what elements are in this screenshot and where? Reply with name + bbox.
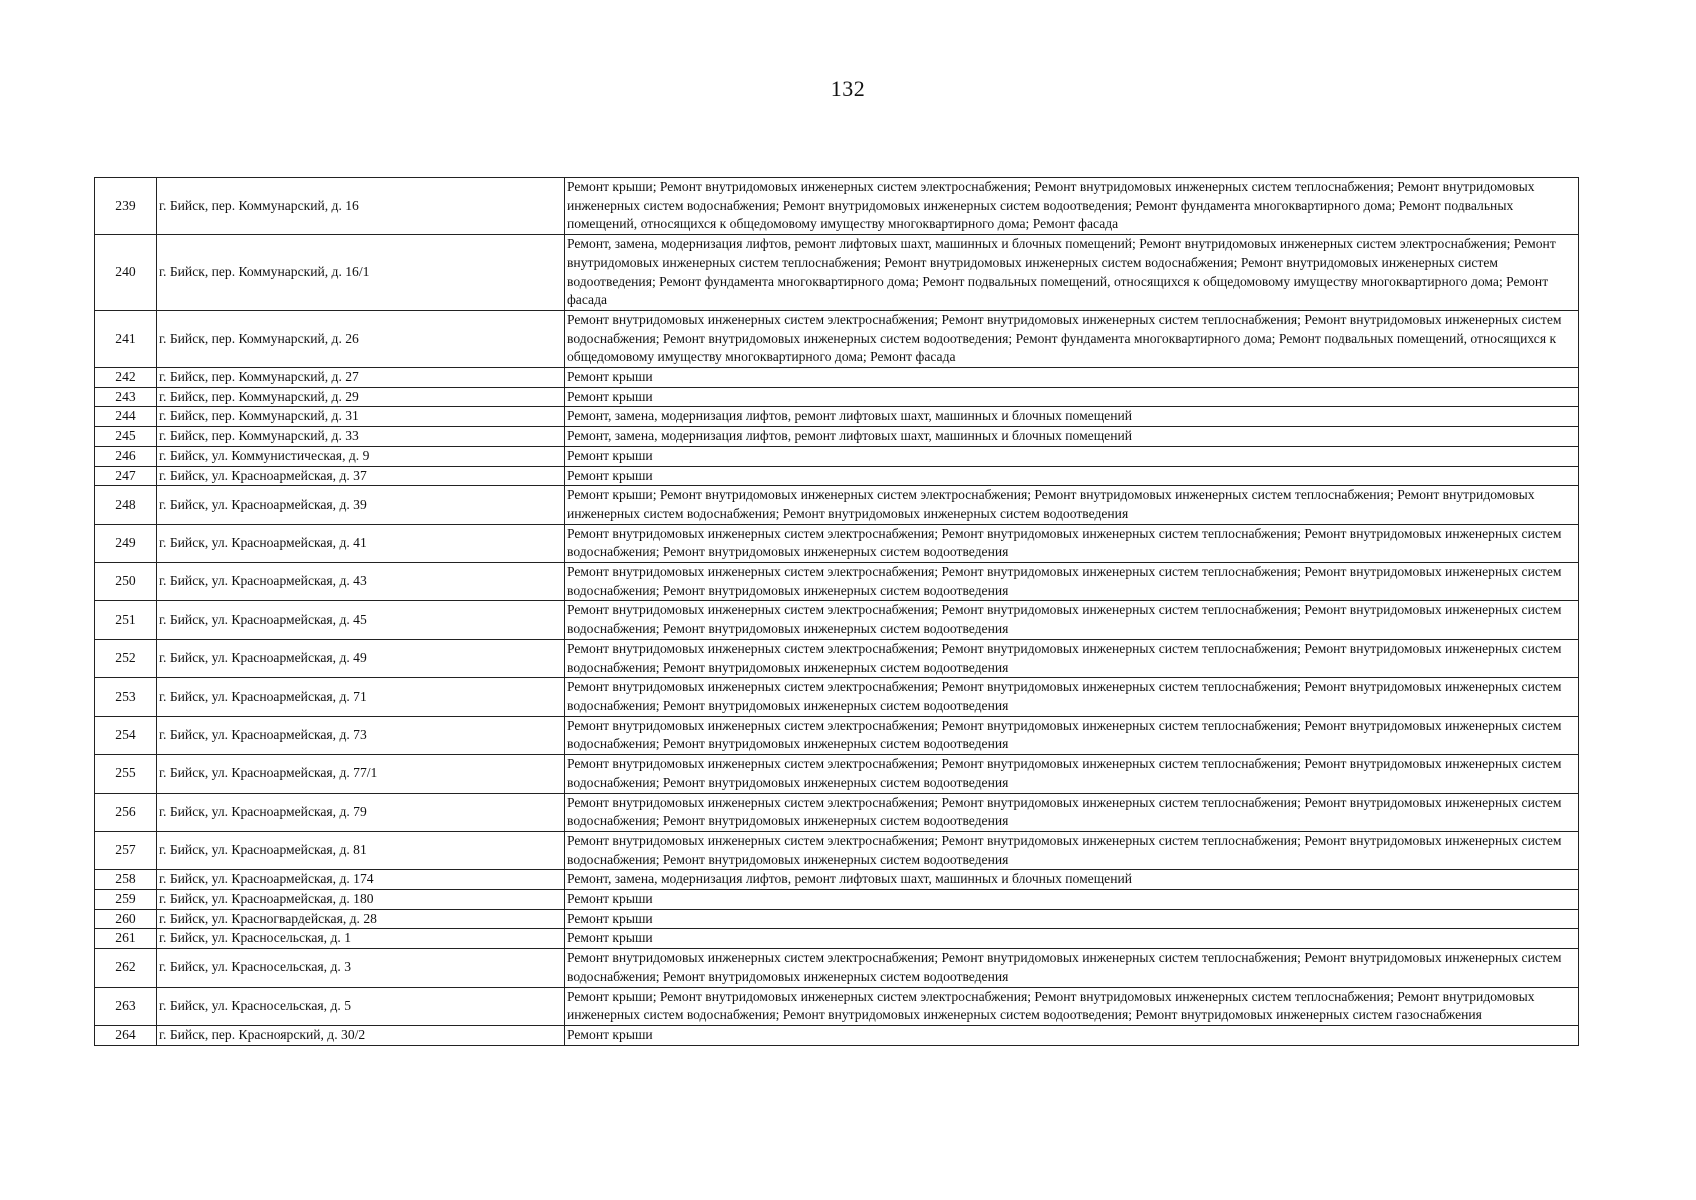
row-works: Ремонт внутридомовых инженерных систем электроснабжения; Ремонт внутридомовых инженерных систем теплоснабжения; Ремонт внутридомовых инженерных систем водоснабжения; Ремонт внутридомовых инженерных систем водоотведения: [565, 831, 1579, 869]
table-row: [95, 1025, 1579, 1045]
row-number: 245: [95, 427, 157, 447]
row-number: 243: [95, 387, 157, 407]
table-row: [95, 368, 1579, 388]
row-address: г. Бийск, ул. Красноармейская, д. 37: [157, 466, 565, 486]
table-row: [95, 486, 1579, 524]
table-row: [95, 427, 1579, 447]
row-address: г. Бийск, пер. Коммунарский, д. 16/1: [157, 235, 565, 311]
row-works: Ремонт крыши: [565, 446, 1579, 466]
table-row: [95, 678, 1579, 716]
row-works: Ремонт внутридомовых инженерных систем электроснабжения; Ремонт внутридомовых инженерных систем теплоснабжения; Ремонт внутридомовых инженерных систем водоснабжения; Ремонт внутридомовых инженерных систем водоотведения: [565, 678, 1579, 716]
row-number: 256: [95, 793, 157, 831]
repair-table-container: [94, 177, 1578, 1046]
row-address: г. Бийск, пер. Коммунарский, д. 31: [157, 407, 565, 427]
row-works: Ремонт крыши: [565, 929, 1579, 949]
row-works: Ремонт крыши; Ремонт внутридомовых инженерных систем электроснабжения; Ремонт внутридомовых инженерных систем теплоснабжения; Ремонт внутридомовых инженерных систем водоснабжения; Ремонт внутридомовых инженерных систем водоотведения: [565, 486, 1579, 524]
row-number: 251: [95, 601, 157, 639]
row-works: Ремонт внутридомовых инженерных систем электроснабжения; Ремонт внутридомовых инженерных систем теплоснабжения; Ремонт внутридомовых инженерных систем водоснабжения; Ремонт внутридомовых инженерных систем водоотведения: [565, 524, 1579, 562]
table-row: [95, 601, 1579, 639]
row-works: Ремонт крыши; Ремонт внутридомовых инженерных систем электроснабжения; Ремонт внутридомовых инженерных систем теплоснабжения; Ремонт внутридомовых инженерных систем водоснабжения; Ремонт внутридомовых инженерных систем водоотведения; Ремонт внутридомовых инженерных систем газоснабжения: [565, 987, 1579, 1025]
table-row: [95, 563, 1579, 601]
row-number: 252: [95, 639, 157, 677]
row-works: Ремонт внутридомовых инженерных систем электроснабжения; Ремонт внутридомовых инженерных систем теплоснабжения; Ремонт внутридомовых инженерных систем водоснабжения; Ремонт внутридомовых инженерных систем водоотведения: [565, 639, 1579, 677]
row-number: 259: [95, 890, 157, 910]
row-works: Ремонт внутридомовых инженерных систем электроснабжения; Ремонт внутридомовых инженерных систем теплоснабжения; Ремонт внутридомовых инженерных систем водоснабжения; Ремонт внутридомовых инженерных систем водоотведения: [565, 949, 1579, 987]
row-works: Ремонт, замена, модернизация лифтов, ремонт лифтовых шахт, машинных и блочных помещений: [565, 427, 1579, 447]
row-address: г. Бийск, ул. Красноармейская, д. 71: [157, 678, 565, 716]
row-address: г. Бийск, ул. Коммунистическая, д. 9: [157, 446, 565, 466]
table-row: [95, 178, 1579, 235]
row-works: Ремонт крыши: [565, 1025, 1579, 1045]
table-row: [95, 755, 1579, 793]
table-row: [95, 466, 1579, 486]
row-address: г. Бийск, ул. Красносельская, д. 1: [157, 929, 565, 949]
row-number: 260: [95, 909, 157, 929]
row-works: Ремонт внутридомовых инженерных систем электроснабжения; Ремонт внутридомовых инженерных систем теплоснабжения; Ремонт внутридомовых инженерных систем водоснабжения; Ремонт внутридомовых инженерных систем водоотведения: [565, 755, 1579, 793]
table-body: [95, 178, 1579, 1046]
table-row: [95, 235, 1579, 311]
row-number: 250: [95, 563, 157, 601]
row-number: 257: [95, 831, 157, 869]
row-address: г. Бийск, ул. Красноармейская, д. 45: [157, 601, 565, 639]
row-works: Ремонт крыши: [565, 466, 1579, 486]
row-number: 255: [95, 755, 157, 793]
page-number: 132: [830, 76, 866, 101]
row-number: 246: [95, 446, 157, 466]
table-row: [95, 310, 1579, 367]
row-number: 262: [95, 949, 157, 987]
row-number: 263: [95, 987, 157, 1025]
row-works: Ремонт внутридомовых инженерных систем электроснабжения; Ремонт внутридомовых инженерных систем теплоснабжения; Ремонт внутридомовых инженерных систем водоснабжения; Ремонт внутридомовых инженерных систем водоотведения: [565, 716, 1579, 754]
row-number: 264: [95, 1025, 157, 1045]
row-works: Ремонт крыши: [565, 890, 1579, 910]
row-works: Ремонт, замена, модернизация лифтов, ремонт лифтовых шахт, машинных и блочных помещений: [565, 870, 1579, 890]
row-works: Ремонт внутридомовых инженерных систем электроснабжения; Ремонт внутридомовых инженерных систем теплоснабжения; Ремонт внутридомовых инженерных систем водоснабжения; Ремонт внутридомовых инженерных систем водоотведения: [565, 793, 1579, 831]
row-works: Ремонт внутридомовых инженерных систем электроснабжения; Ремонт внутридомовых инженерных систем теплоснабжения; Ремонт внутридомовых инженерных систем водоснабжения; Ремонт внутридомовых инженерных систем водоотведения; Ремонт фундамента многоквартирного дома; Ремонт подвальных помещений, относящихся к общедомовому имуществу многоквартирного дома; Ремонт фасада: [565, 310, 1579, 367]
repair-table: [94, 177, 1579, 1046]
table-row: [95, 890, 1579, 910]
table-row: [95, 831, 1579, 869]
row-address: г. Бийск, ул. Красноармейская, д. 174: [157, 870, 565, 890]
row-number: 258: [95, 870, 157, 890]
table-row: [95, 524, 1579, 562]
table-row: [95, 407, 1579, 427]
row-works: Ремонт крыши: [565, 368, 1579, 388]
row-address: г. Бийск, ул. Красноармейская, д. 73: [157, 716, 565, 754]
table-row: [95, 929, 1579, 949]
row-address: г. Бийск, пер. Красноярский, д. 30/2: [157, 1025, 565, 1045]
row-number: 239: [95, 178, 157, 235]
row-address: г. Бийск, пер. Коммунарский, д. 33: [157, 427, 565, 447]
row-address: г. Бийск, пер. Коммунарский, д. 16: [157, 178, 565, 235]
row-number: 240: [95, 235, 157, 311]
row-works: Ремонт, замена, модернизация лифтов, ремонт лифтовых шахт, машинных и блочных помещений; Ремонт внутридомовых инженерных систем электроснабжения; Ремонт внутридомовых инженерных систем теплоснабжения; Ремонт внутридомовых инженерных систем водоснабжения; Ремонт внутридомовых инженерных систем водоотведения; Ремонт фундамента многоквартирного дома; Ремонт подвальных помещений, относящихся к общедомовому имуществу многоквартирного дома; Ремонт фасада: [565, 235, 1579, 311]
row-address: г. Бийск, ул. Красногвардейская, д. 28: [157, 909, 565, 929]
row-address: г. Бийск, ул. Красноармейская, д. 43: [157, 563, 565, 601]
row-number: 249: [95, 524, 157, 562]
row-address: г. Бийск, ул. Красноармейская, д. 180: [157, 890, 565, 910]
row-number: 253: [95, 678, 157, 716]
row-works: Ремонт внутридомовых инженерных систем электроснабжения; Ремонт внутридомовых инженерных систем теплоснабжения; Ремонт внутридомовых инженерных систем водоснабжения; Ремонт внутридомовых инженерных систем водоотведения: [565, 601, 1579, 639]
row-address: г. Бийск, пер. Коммунарский, д. 29: [157, 387, 565, 407]
row-number: 244: [95, 407, 157, 427]
table-row: [95, 987, 1579, 1025]
row-works: Ремонт внутридомовых инженерных систем электроснабжения; Ремонт внутридомовых инженерных систем теплоснабжения; Ремонт внутридомовых инженерных систем водоснабжения; Ремонт внутридомовых инженерных систем водоотведения: [565, 563, 1579, 601]
table-row: [95, 639, 1579, 677]
table-row: [95, 909, 1579, 929]
row-address: г. Бийск, ул. Красносельская, д. 3: [157, 949, 565, 987]
row-number: 261: [95, 929, 157, 949]
row-address: г. Бийск, ул. Красноармейская, д. 49: [157, 639, 565, 677]
table-row: [95, 716, 1579, 754]
table-row: [95, 446, 1579, 466]
row-number: 248: [95, 486, 157, 524]
row-works: Ремонт крыши: [565, 909, 1579, 929]
row-address: г. Бийск, ул. Красноармейская, д. 81: [157, 831, 565, 869]
row-address: г. Бийск, пер. Коммунарский, д. 26: [157, 310, 565, 367]
row-address: г. Бийск, ул. Красноармейская, д. 41: [157, 524, 565, 562]
row-number: 254: [95, 716, 157, 754]
row-works: Ремонт крыши: [565, 387, 1579, 407]
row-address: г. Бийск, ул. Красноармейская, д. 79: [157, 793, 565, 831]
row-address: г. Бийск, пер. Коммунарский, д. 27: [157, 368, 565, 388]
table-row: [95, 387, 1579, 407]
row-works: Ремонт, замена, модернизация лифтов, ремонт лифтовых шахт, машинных и блочных помещений: [565, 407, 1579, 427]
row-number: 247: [95, 466, 157, 486]
row-number: 242: [95, 368, 157, 388]
table-row: [95, 949, 1579, 987]
row-address: г. Бийск, ул. Красноармейская, д. 39: [157, 486, 565, 524]
row-number: 241: [95, 310, 157, 367]
table-row: [95, 793, 1579, 831]
table-row: [95, 870, 1579, 890]
row-works: Ремонт крыши; Ремонт внутридомовых инженерных систем электроснабжения; Ремонт внутридомовых инженерных систем теплоснабжения; Ремонт внутридомовых инженерных систем водоснабжения; Ремонт внутридомовых инженерных систем водоотведения; Ремонт фундамента многоквартирного дома; Ремонт подвальных помещений, относящихся к общедомовому имуществу многоквартирного дома; Ремонт фасада: [565, 178, 1579, 235]
row-address: г. Бийск, ул. Красноармейская, д. 77/1: [157, 755, 565, 793]
row-address: г. Бийск, ул. Красносельская, д. 5: [157, 987, 565, 1025]
